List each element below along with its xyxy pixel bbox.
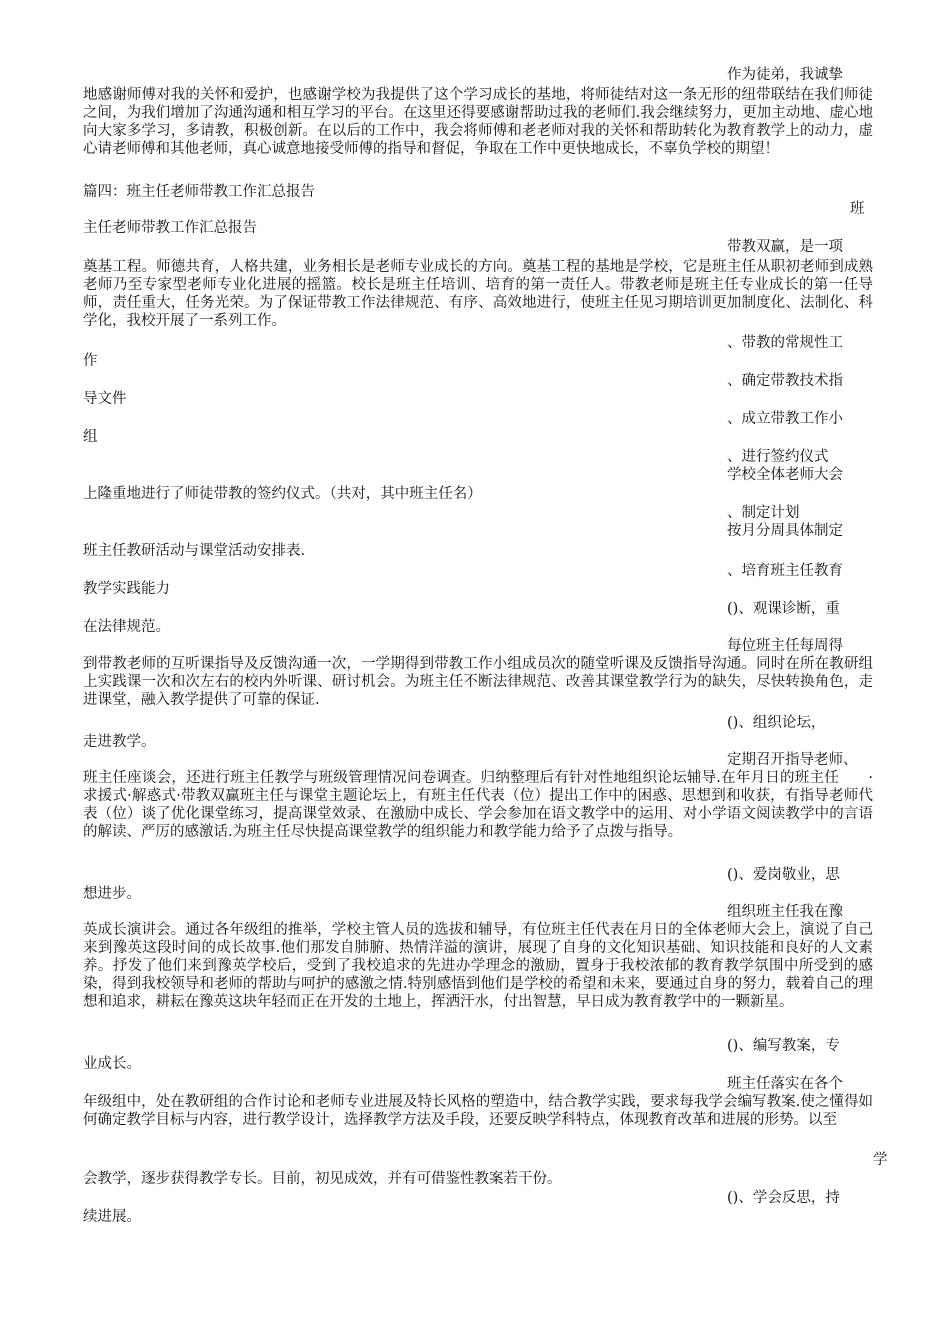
- section-heading: 篇四：班主任老师带教工作汇总报告: [83, 184, 315, 200]
- paragraph-fragment: 带教双赢，是一项: [727, 239, 843, 255]
- list-item-heading: ()、组织论坛，: [727, 715, 826, 731]
- list-item-heading-cont: 续进展。: [83, 1209, 141, 1225]
- paragraph: 奠基工程。师德共育，人格共建，业务相长是老师专业成长的方向。奠基工程的基地是学校，它是班主任从职初老师到成熟老师乃至专家型老师专业化进展的摇篮。校长是班主任培训、培育的第一责任人。带教老师是班主任专业成长的第一任导师，责任重大，任务光荣。为了保证带教工作法律规范、有序、高效地进行，使班主任见习期培训更加制度化、法制化、科学化，我校开展了一系列工作。: [83, 259, 873, 329]
- list-item-heading: 、制定计划: [727, 505, 800, 521]
- list-item-heading-cont: 作: [83, 353, 98, 369]
- paragraph-fragment: 定期召开指导老师、: [727, 752, 858, 768]
- list-item-heading: 、确定带教技术指: [727, 373, 843, 389]
- paragraph-fragment: 按月分周具体制定: [727, 523, 843, 539]
- paragraph: 地感谢师傅对我的关怀和爱护，也感谢学校为我提供了这个学习成长的基地，将师徒结对这一条无形的纽带联结在我们师徒之间，为我们增加了沟通沟通和相互学习的平台。在这里还得要感谢帮助过我的老师们.我会继续努力，更加主动地、虚心地向大家多学习，多请教，积极创新。在以后的工作中，我会将师傅和老老师对我的关怀和帮助转化为教育教学上的动力，虚心请老师傅和其他老师，真心诚意地接受师傅的指导和督促，争取在工作中更快地成长，不辜负学校的期望！: [83, 87, 873, 157]
- list-item-heading-cont: 组: [83, 429, 98, 445]
- list-item-heading: 、进行签约仪式: [727, 449, 829, 465]
- paragraph: 上隆重地进行了师徒带教的签约仪式。（共对，其中班主任名）: [83, 486, 482, 502]
- paragraph: 年级组中，处在教研组的合作讨论和老师专业进展及特长风格的塑造中，结合教学实践，要求每我学会编写教案.使之懂得如何确定教学目标与内容，进行教学设计，选择教学方法及手段，还要反映学科特点，体现教育改革和进展的形势。以至: [83, 1094, 873, 1128]
- list-item-heading-cont: 想进步。: [83, 886, 141, 902]
- list-item-heading: 、成立带教工作小: [727, 411, 843, 427]
- paragraph: 班主任教研活动与课堂活动安排表.: [83, 543, 306, 559]
- paragraph: 会教学，逐步获得教学专长。目前，初见成效，并有可借鉴性教案若干份。: [83, 1171, 562, 1187]
- list-item-heading-cont: 走进教学。: [83, 734, 156, 750]
- paragraph: 到带教老师的互听课指导及反馈沟通一次，一学期得到带教工作小组成员次的随堂听课及反馈指导沟通。同时在所在教研组上实践课一次和次左右的校内外听课、研讨机会。为班主任不断法律规范、改善其课堂教学行为的缺失，尽快转换角色，走进课堂，融入教学提供了可靠的保证.: [83, 656, 873, 708]
- list-item-heading: ()、学会反思，持: [727, 1190, 840, 1206]
- list-item-heading: ()、爱岗敬业，思: [727, 867, 840, 883]
- paragraph-fragment: 学校全体老师大会: [727, 467, 843, 483]
- paragraph-fragment: 班主任落实在各个: [727, 1076, 843, 1092]
- list-item-heading: 、培育班主任教育: [727, 563, 843, 579]
- paragraph: 班主任座谈会，还进行班主任教学与班级管理情况问卷调查。归纳整理后有针对性地组织论坛辅导.在年月日的班主任 · 求援式·解惑式·带教双赢班主任与课堂主题论坛上，有班主任代表（位）提出工作中的困惑、思想到和收获，有指导老师代表（位）谈了优化课堂练习，提高课堂效录、在激励中成长、学会参加在语文教学中的运用、对小学语文阅读教学中的言语的解读、严厉的感激话.为班主任尽快提高课堂教学的组织能力和教学能力给予了点拨与指导。: [83, 770, 888, 840]
- paragraph-fragment: 学: [873, 1152, 888, 1168]
- list-item-heading: 、带教的常规性工: [727, 335, 843, 351]
- list-item-heading: ()、编写教案，专: [727, 1038, 840, 1054]
- heading-fragment: 班: [850, 201, 865, 217]
- paragraph-fragment: 组织班主任我在豫: [727, 904, 843, 920]
- paragraph: 英成长演讲会。通过各年级组的推举，学校主管人员的选拔和辅导，有位班主任代表在月日的全体老师大会上，演说了自己来到豫英这段时间的成长故事.他们那发自肺腑、热情洋溢的演讲，展现了自身的文化知识基础、知识技能和良好的人文素养。抒发了他们来到豫英学校后，受到了我校追求的先进办学理念的激励，置身于我校浓郁的教育教学氛围中所受到的感染，得到我校领导和老师的帮助与呵护的感激之情.特别感悟到他们是学校的希望和未来，要通过自身的努力，载着自己的理想和追求，耕耘在豫英这块年轻而正在开发的土地上，挥洒汗水，付出智慧，早日成为教育教学中的一颗新星。: [83, 922, 873, 1010]
- paragraph-fragment: 作为徒弟，我诚挚: [727, 67, 843, 83]
- list-item-heading-cont: 导文件: [83, 391, 127, 407]
- report-title: 主任老师带教工作汇总报告: [83, 220, 257, 236]
- list-item-heading: ()、观课诊断，重: [727, 601, 840, 617]
- list-item-heading-cont: 业成长。: [83, 1056, 141, 1072]
- list-item-heading-cont: 教学实践能力: [83, 581, 170, 597]
- paragraph-fragment: 每位班主任每周得: [727, 638, 843, 654]
- list-item-heading-cont: 在法律规范。: [83, 619, 170, 635]
